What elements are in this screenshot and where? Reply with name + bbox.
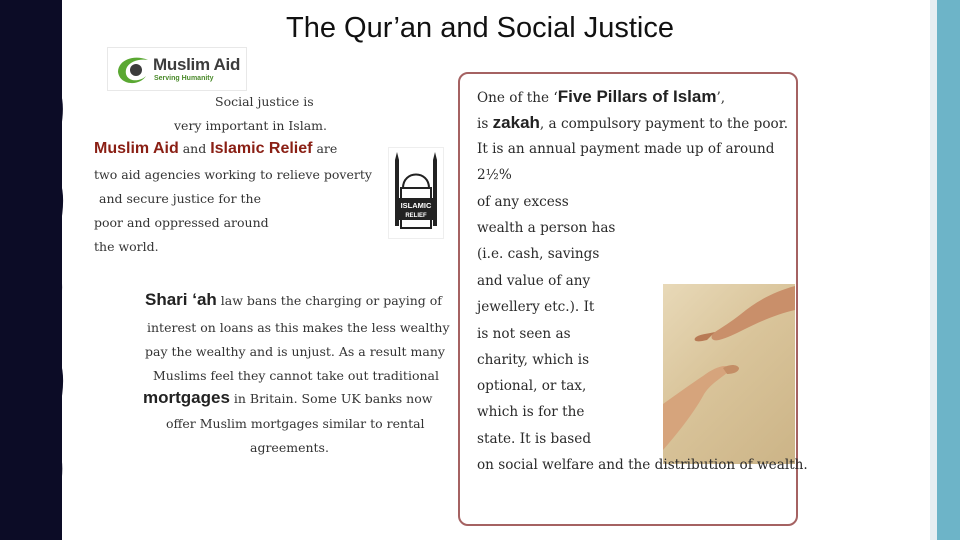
islamic-relief-logo: [388, 147, 444, 239]
hands-giving-image: [663, 284, 795, 464]
right-line-7: (i.e. cash, savings: [477, 246, 600, 262]
right-line-2: [477, 113, 788, 133]
right-line-11: charity, which is: [477, 352, 590, 368]
left-line-3-and: and: [178, 141, 211, 156]
right-line-2-c: , a compulsory payment to the poor.: [539, 116, 789, 132]
right-line-13: which is for the: [477, 404, 585, 420]
mosque-icon: [389, 148, 443, 238]
right-line-8: and value of any: [477, 273, 591, 289]
left-p2-line-1: [145, 290, 442, 310]
wavy-edge-shape: [0, 0, 70, 540]
right-line-4: 2½%: [477, 167, 512, 183]
muslim-aid-logo-tagline: Serving Humanity: [154, 75, 214, 82]
right-line-1-a: One of the ‘: [477, 90, 558, 106]
right-line-14: state. It is based: [477, 431, 592, 447]
right-line-12: optional, or tax,: [477, 378, 587, 394]
islamic-relief-logo-line2: RELIEF: [405, 213, 427, 219]
left-p2-line-6: offer Muslim mortgages similar to rental: [166, 416, 425, 431]
zakah-term: zakah: [492, 113, 540, 132]
right-decorative-band: [937, 0, 960, 540]
left-line-3: [94, 140, 337, 158]
right-line-3: It is an annual payment made up of around: [477, 141, 775, 157]
right-line-9: jewellery etc.). It: [477, 299, 595, 315]
left-line-1: Social justice is: [215, 94, 314, 109]
left-p2-line-1-rest: law bans the charging or paying of: [216, 293, 442, 308]
left-p2-line-2: interest on loans as this makes the less wealthy: [147, 320, 450, 335]
left-p2-line-7: agreements.: [250, 440, 329, 455]
right-line-2-a: is: [477, 116, 493, 132]
muslim-aid-swoosh-icon: [114, 52, 152, 86]
right-band-highlight: [930, 0, 937, 540]
hands-icon: [663, 284, 795, 464]
left-line-5: and secure justice for the: [99, 191, 261, 206]
right-line-10: is not seen as: [477, 326, 571, 342]
muslim-aid-name: Muslim Aid: [94, 140, 179, 157]
left-line-7: the world.: [94, 239, 159, 254]
muslim-aid-logo-name: Muslim Aid: [153, 55, 241, 74]
right-line-5: of any excess: [477, 194, 569, 210]
shariah-term: Shari ‘ah: [145, 290, 217, 309]
right-line-15: on social welfare and the distribution of wealth.: [477, 457, 808, 473]
left-line-4: two aid agencies working to relieve poverty: [94, 167, 372, 182]
left-decorative-band: [0, 0, 62, 540]
left-line-3-are: are: [312, 141, 338, 156]
mortgages-term: mortgages: [143, 388, 230, 407]
left-p2-line-3: pay the wealthy and is unjust. As a result many: [145, 344, 445, 359]
slide-title: The Qur’an and Social Justice: [286, 12, 674, 44]
left-line-2: very important in Islam.: [174, 118, 327, 133]
right-line-1-c: ’,: [716, 90, 726, 106]
left-p2-line-4: Muslims feel they cannot take out traditional: [153, 368, 439, 383]
islamic-relief-logo-line1: ISLAMIC: [400, 201, 432, 210]
left-line-6: poor and oppressed around: [94, 215, 269, 230]
islamic-relief-name: Islamic Relief: [210, 140, 313, 157]
right-line-1: [477, 87, 725, 107]
five-pillars-term: Five Pillars of Islam: [557, 87, 717, 106]
left-p2-line-5-rest: in Britain. Some UK banks now: [229, 391, 433, 406]
left-p2-line-5: [143, 388, 432, 408]
right-line-6: wealth a person has: [477, 220, 616, 236]
muslim-aid-logo: [107, 47, 247, 91]
